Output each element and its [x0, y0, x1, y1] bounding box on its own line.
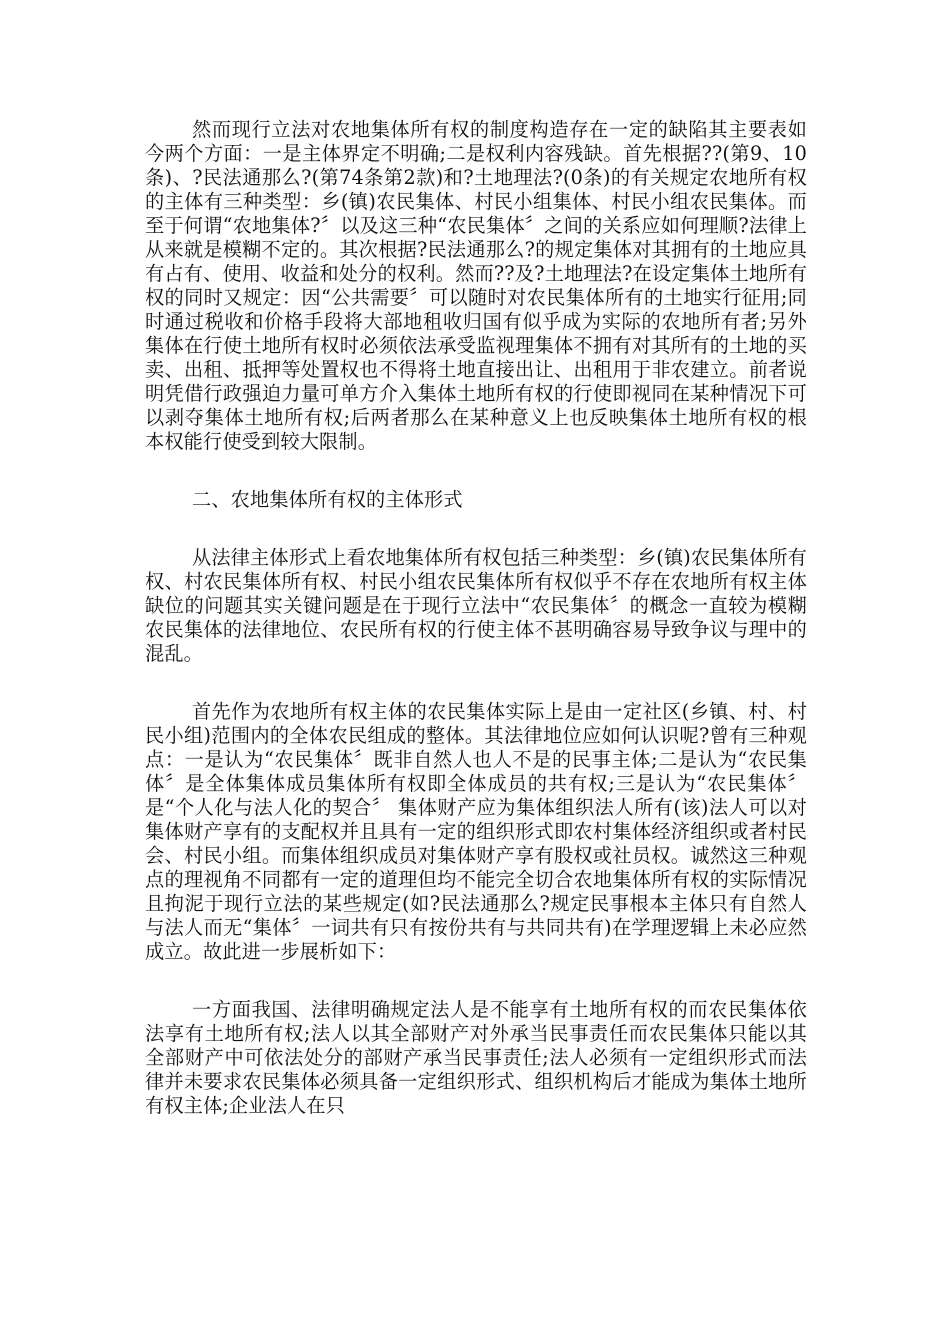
paragraph-comparison: 一方面我国、法律明确规定法人是不能享有土地所有权的而农民集体依法享有土地所有权;法人以其全部财产对外承当民事责任而农民集体只能以其全部财产中可依法处分的部财产承当民事责任;法人必须有一定组织形式而法律并未要求农民集体必须具备一定组织形式、组织机构后才能成为集体土地所有权主体;企业法人在只 — [145, 998, 807, 1117]
section-heading: 二、农地集体所有权的主体形式 — [192, 488, 463, 511]
paragraph-subject-forms: 从法律主体形式上看农地集体所有权包括三种类型：乡(镇)农民集体所有权、村农民集体所有权、村民小组农民集体所有权似乎不存在农地所有权主体缺位的问题其实关键问题是在于现行立法中“农民集体〞的概念一直较为模糊农民集体的法律地位、农民所有权的行使主体不甚明确容易导致争议与理中的混乱。 — [145, 546, 807, 665]
paragraph-defects: 然而现行立法对农地集体所有权的制度构造存在一定的缺陷其主要表如今两个方面：一是主体界定不明确;二是权利内容残缺。首先根据??(第9、10条)、?民法通那么?(第74条第2款)和?土地理法?(0条)的有关规定农地所有权的主体有三种类型：乡(镇)农民集体、村民小组集体、村民小组农民集体。而至于何谓“农地集体?〞以及这三种“农民集体〞之间的关系应如何理顺?法律上从来就是模糊不定的。其次根据?民法通那么?的规定集体对其拥有的土地应具有占有、使用、收益和处分的权利。然而??及?土地理法?在设定集体土地所有权的同时又规定：因“公共需要〞可以随时对农民集体所有的土地实行征用;同时通过税收和价格手段将大部地租收归国有似乎成为实际的农地所有者;另外集体在行使土地所有权时必须依法承受监视理集体不拥有对其所有的土地的买卖、出租、抵押等处置权也不得将土地直接出让、出租用于非农建立。前者说明凭借行政强迫力量可单方介入集体土地所有权的行使即视同在某种情况下可以剥夺集体土地所有权;后两者那么在某种意义上也反映集体土地所有权的根本权能行使受到较大限制。 — [145, 118, 807, 453]
document-page — [145, 118, 807, 1152]
paragraph-legal-status: 首先作为农地所有权主体的农民集体实际上是由一定社区(乡镇、村、村民小组)范围内的全体农民组成的整体。其法律地位应如何认识呢?曾有三种观点：一是认为“农民集体〞既非自然人也人不是的民事主体;二是认为“农民集体〞是全体集体成员集体所有权即全体成员的共有权;三是认为“农民集体〞 是“个人化与法人化的契合〞 集体财产应为集体组织法人所有(该)法人可以对集体财产享有的支配权并且具有一定的组织形式即农村集体经济组织或者村民会、村民小组。而集体组织成员对集体财产享有股权或社员权。诚然这三种观点的理视角不同都有一定的道理但均不能完全切合农地集体所有权的实际情况且拘泥于现行立法的某些规定(如?民法通那么?规定民事根本主体只有自然人与法人而无“集体〞一词共有只有按份共有与共同共有)在学理逻辑上未必应然成立。故此进一步展析如下： — [145, 700, 807, 963]
